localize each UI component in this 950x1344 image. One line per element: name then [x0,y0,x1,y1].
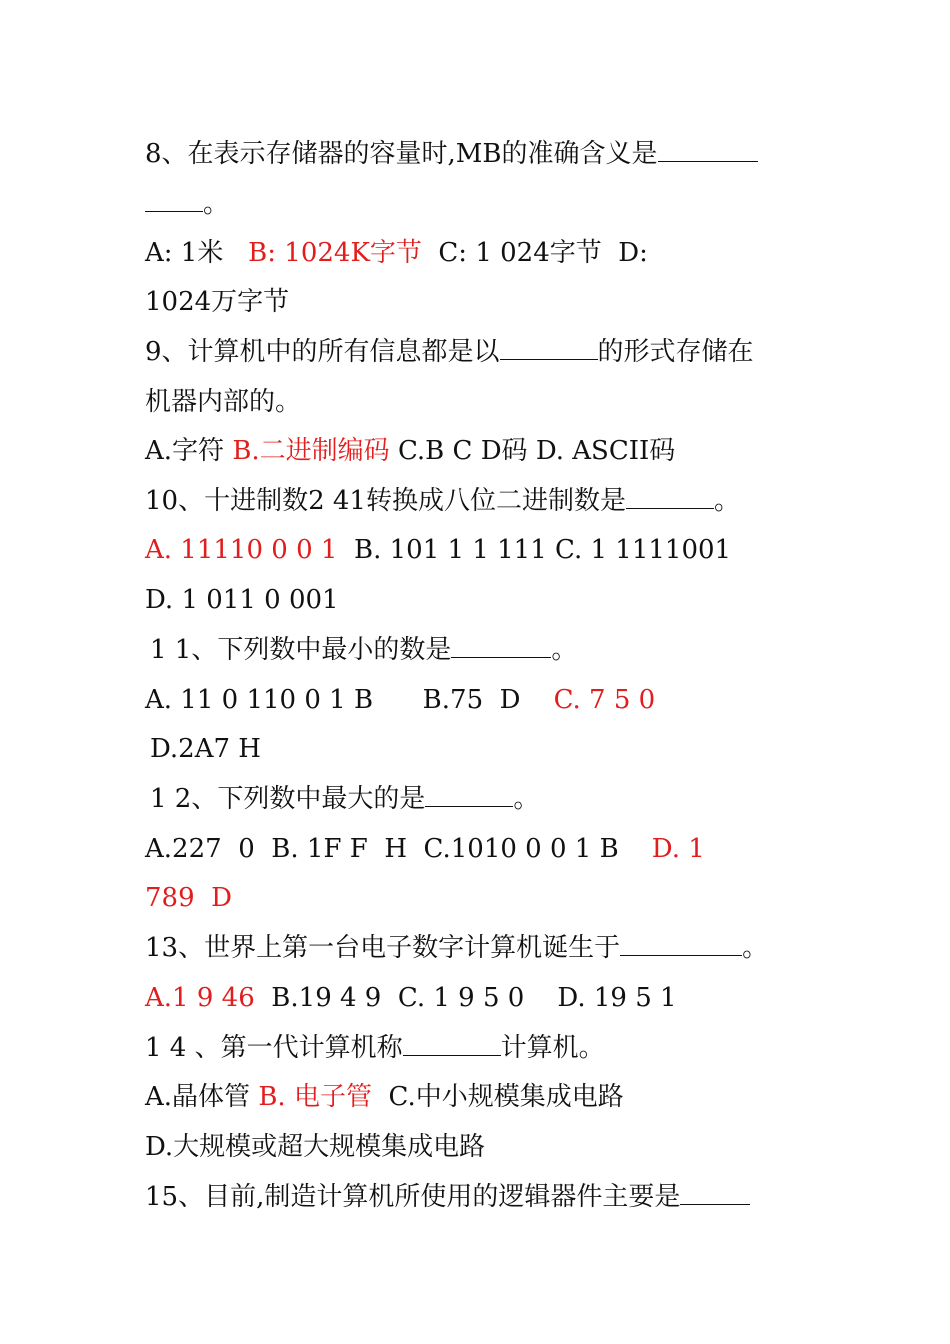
question-12-stem [150,782,815,816]
question-10-options [145,533,810,567]
option-a: A.晶体管 [145,1082,251,1112]
option-d: D: [618,238,648,268]
question-12-text-end: 。 [513,784,540,814]
option-d-correct-cont: 789 D [145,883,233,913]
option-a: A: 1米 [145,238,224,268]
option-b-c-d: B.19 4 9 C. 1 9 5 0 D. 19 5 1 [271,983,677,1013]
option-b-correct: B: 1024K字节 [248,238,422,268]
answer-blank [658,139,758,162]
question-13-text-end: 。 [742,933,769,963]
question-9-options [145,434,810,468]
option-a-b: A. 11 0 110 0 1 B B.75 D [145,685,521,715]
answer-blank [680,1182,750,1205]
option-a: A.字符 [145,436,225,466]
option-a-correct: A. 11110 0 0 1 [145,535,338,565]
option-c-d: C.B C D码 D. ASCII码 [397,436,676,466]
question-10-text: 10、十进制数2 41转换成八位二进制数是 [145,486,626,516]
answer-blank [626,486,714,509]
option-c-correct: C. 7 5 0 [553,685,656,715]
option-d: D. 1 011 0 001 [145,585,339,615]
option-c: C.中小规模集成电路 [388,1082,624,1112]
option-a-correct: A.1 9 46 [145,983,255,1013]
question-9-text-end: 机器内部的。 [145,387,302,417]
option-d-text: 1024万字节 [145,287,290,317]
question-10-text-end: 。 [713,486,740,516]
question-14-text-end: 计算机。 [500,1033,605,1063]
answer-blank [425,784,513,807]
question-13-stem [145,931,810,965]
question-11-stem [150,633,815,667]
question-14-text: 1 4 、第一代计算机称 [145,1033,403,1063]
answer-blank [145,189,203,212]
question-8-options-cont [145,285,810,319]
question-13-text: 13、世界上第一台电子数字计算机诞生于 [145,933,621,963]
question-14-options [145,1080,810,1114]
question-9-stem-cont [145,385,810,419]
option-d: D.大规模或超大规模集成电路 [145,1132,486,1162]
question-11-options [145,683,810,717]
question-15-text: 15、目前,制造计算机所使用的逻辑器件主要是 [145,1182,681,1212]
answer-blank [403,1033,501,1056]
question-8-options [145,236,810,270]
question-11-options-cont [150,732,815,766]
question-10-stem [145,484,810,518]
question-13-options [145,981,810,1015]
option-b-correct: B. 电子管 [258,1082,372,1112]
answer-blank [620,933,742,956]
question-8-stem-cont [145,187,810,221]
option-b-correct: B.二进制编码 [232,436,390,466]
option-c: C: 1 024字节 [438,238,602,268]
answer-blank [500,337,598,360]
question-11-text: 1 1、下列数中最小的数是 [150,635,452,665]
question-9-stem [145,335,810,369]
option-a-b-c: A.227 0 B. 1F F H C.1010 0 0 1 B [145,834,619,864]
question-12-options-cont [145,881,810,915]
answer-blank [451,635,551,658]
question-10-options-cont [145,583,810,617]
question-12-text: 1 2、下列数中最大的是 [150,784,426,814]
question-8-text: 8、在表示存储器的容量时,MB的准确含义是 [145,139,658,169]
question-14-stem [145,1031,810,1065]
question-12-options [145,832,810,866]
question-8-stem [145,137,810,171]
question-11-text-end: 。 [551,635,578,665]
question-9-text: 9、计算机中的所有信息都是以 [145,337,500,367]
option-d-correct: D. 1 [651,834,705,864]
question-9-text-mid: 的形式存储在 [597,337,754,367]
option-d: D.2A7 H [150,734,261,764]
question-8-text-end: 。 [203,189,230,219]
question-14-options-cont [145,1130,810,1164]
question-15-stem [145,1180,810,1214]
option-b-c: B. 101 1 1 111 C. 1 1111001 [353,535,732,565]
